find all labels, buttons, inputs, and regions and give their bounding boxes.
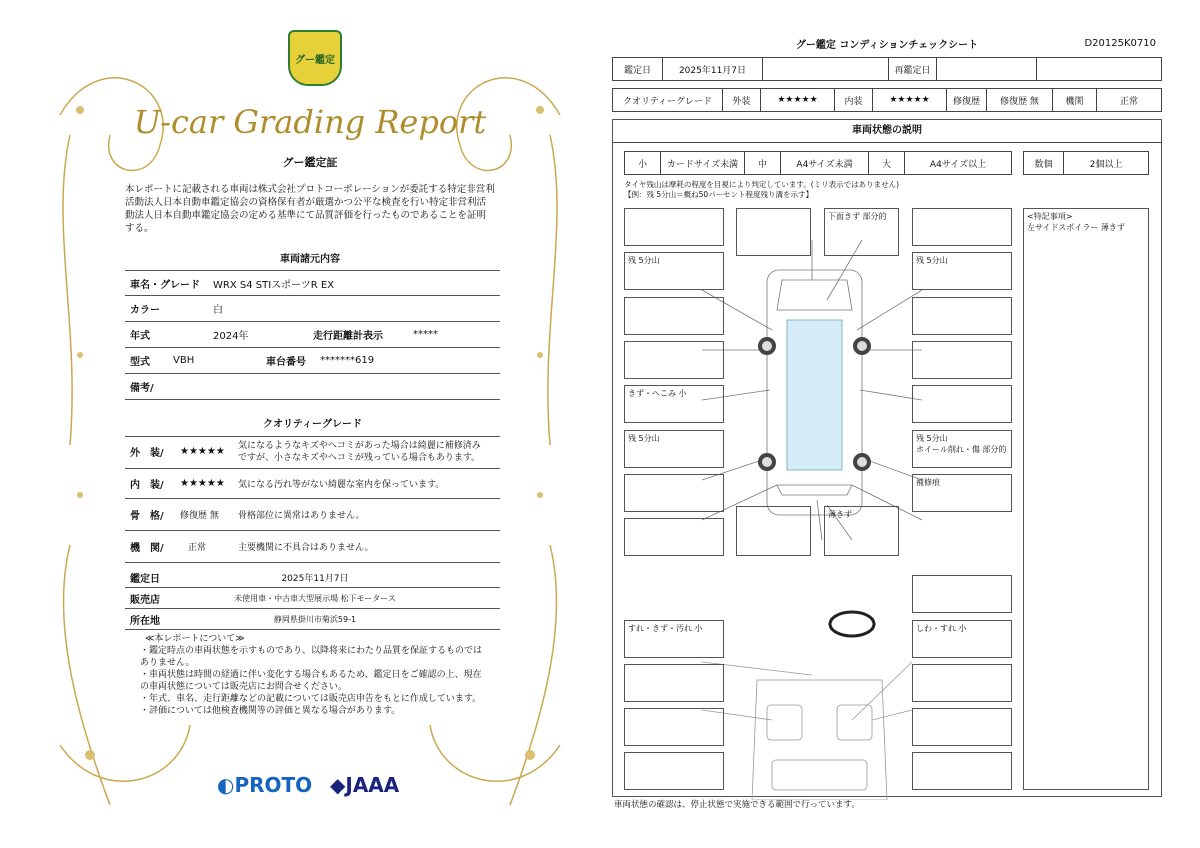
note-box [912, 664, 1012, 702]
notice-item: ・車両状態は時間の経過に伴い変化する場合もあるため、鑑定日をご確認の上、現在の車両状態については販売店にお問合せください。 [140, 670, 482, 692]
note-box-front-top: 下面きず 部分的 [824, 208, 899, 256]
spec-year-value: 2024年 [213, 331, 249, 342]
note-box [912, 575, 1012, 613]
cert-title: グー鑑定証 [282, 156, 338, 169]
tire-note-1: タイヤ残山は摩耗の程度を目視により判定しています。(ミリ表示ではありません) [624, 180, 900, 189]
date-value: 2025年11月7日 [663, 58, 763, 80]
footer-note: 車両状態の確認は、停止状態で実施できる範囲で行っています。 [614, 800, 860, 810]
q-label: クオリティーグレード [613, 89, 723, 111]
quality-desc: ですが、小さなキズやヘコミが残っている場合もあります。 [238, 452, 481, 463]
redate-label: 再鑑定日 [889, 58, 937, 80]
sheet-title: グー鑑定 コンディションチェックシート [795, 40, 979, 51]
note-box [624, 664, 724, 702]
date-value: 2025年11月7日 [281, 573, 349, 584]
steering-wheel-icon [830, 612, 874, 636]
note-box [624, 208, 724, 246]
spec-notes-label: 備考/ [130, 383, 154, 394]
note-box [912, 208, 1012, 246]
special-text: 左サイドスポイラー 薄きず [1027, 223, 1125, 232]
address-label: 所在地 [130, 615, 160, 627]
ext-label: 外装 [723, 89, 761, 111]
repair-label: 修復歴 [947, 89, 987, 111]
date-label: 鑑定日 [613, 58, 663, 80]
condition-check-sheet [612, 30, 1164, 820]
count-legend [1023, 151, 1149, 175]
wheel-note: ホイール削れ・傷 部分的 [916, 445, 1007, 454]
notice-item: ・評価については他検査機関等の評価と異なる場合があります。 [140, 706, 401, 716]
tire-note-2: 【例：残 5分山＝概ね50パーセント程度残り溝を示す】 [624, 190, 814, 199]
jaaa-logo: ◆JAAA [330, 773, 400, 797]
dealer-label: 販売店 [130, 594, 160, 606]
grading-report [40, 25, 580, 835]
note-box [912, 341, 1012, 379]
note-box [912, 708, 1012, 746]
note-box [912, 297, 1012, 335]
note-box-interior-l: すれ・きず・汚れ 小 [624, 620, 724, 658]
dealer-table [125, 567, 500, 630]
spec-table [125, 270, 500, 400]
size-large: 大 [869, 152, 905, 174]
notice-item: ・年式、車名、走行距離などの記載については販売店申告をもとに作成しています。 [140, 694, 482, 704]
address-value: 静岡県掛川市菊浜59-1 [273, 614, 357, 624]
quality-label: 外 装/ [130, 448, 164, 459]
notice-section [140, 633, 490, 717]
jaaa-mark-icon: ◆ [330, 773, 346, 797]
note-box-left-dent: きず・へこみ 小 [624, 385, 724, 423]
quality-desc: 主要機関に不具合はありません。 [238, 543, 374, 553]
quality-row-engine [125, 531, 500, 563]
note-box-rear-bottom: 薄きず [824, 506, 899, 556]
quality-rating: 修復歴 無 [180, 511, 219, 521]
engine-label: 機関 [1053, 89, 1097, 111]
count-label: 数個 [1024, 152, 1064, 174]
engine-value: 正常 [1119, 96, 1138, 107]
note-box [624, 708, 724, 746]
note-box-tire-rr: 残 5分山 ホイール削れ・傷 部分的 [912, 430, 1012, 468]
notice-item: ・鑑定時点の車両状態を示すものであり、以降将来にわたり品質を保証するものではありません。 [140, 646, 483, 668]
spec-color-value: 白 [213, 305, 223, 316]
quality-label: 骨 格/ [130, 511, 164, 522]
spec-chassis-label: 車台番号 [266, 357, 306, 368]
spec-model-label: 型式 [130, 357, 150, 368]
dealer-value: 未使用車・中古車大型展示場 松下モータース [234, 593, 396, 603]
note-box [912, 385, 1012, 423]
proto-mark-icon: ◐ [217, 773, 235, 797]
note-box [624, 474, 724, 512]
special-notes [1023, 208, 1149, 790]
spec-mileage-value: ***** [413, 329, 438, 340]
quality-desc: 気になる汚れ等がない綺麗な室内を保っています。 [238, 480, 445, 490]
spec-color-label: カラー [130, 305, 160, 316]
note-box-repair: 補修痕 [912, 474, 1012, 512]
quality-title: クオリティーグレード [125, 415, 500, 437]
state-title: 車両状態の説明 [612, 119, 1162, 143]
spec-mileage-label: 走行距離計表示 [313, 331, 383, 342]
note-box [624, 752, 724, 790]
spec-name-label: 車名・グレード [130, 279, 200, 291]
size-mid-desc: A4サイズ未満 [781, 152, 869, 174]
size-mid: 中 [745, 152, 781, 174]
note-box [624, 518, 724, 556]
note-box-tire-fl: 残 5分山 [624, 252, 724, 290]
quality-label: 内 装/ [130, 480, 164, 491]
quality-rating: ★★★★★ [180, 478, 225, 489]
spec-year-label: 年式 [130, 331, 150, 342]
report-title: U-car Grading Report [133, 103, 487, 141]
count-value: 2個以上 [1089, 159, 1123, 170]
date-row [612, 57, 1162, 81]
spec-model-value: VBH [173, 355, 195, 366]
size-large-desc: A4サイズ以上 [929, 159, 987, 170]
sheet-id: D20125K0710 [1084, 38, 1156, 49]
note-box-tire-fr: 残 5分山 [912, 252, 1012, 290]
spec-title: 車両諸元内容 [280, 254, 340, 265]
size-legend [624, 151, 1012, 175]
int-value: ★★★★★ [873, 89, 947, 111]
goo-badge: グー鑑定 [288, 30, 342, 86]
size-small-desc: カードサイズ未満 [661, 152, 745, 174]
intro-text: 本レポートに記載される車両は株式会社プロトコーポレーションが委託する特定非営利活動法人日本自動車鑑定協会の資格保有者が厳選かつ公平な検査を行い特定非営利活動法人日本自動車鑑定協会の定める基準にて品質評価を行ったものであることを証明する。 [125, 184, 495, 234]
note-box [912, 752, 1012, 790]
quality-rating: 正常 [188, 543, 207, 553]
ext-value: ★★★★★ [761, 89, 835, 111]
quality-row-exterior [125, 435, 500, 469]
quality-desc: 気になるようなキズやヘコミがあった場合は綺麗に補修済み [238, 440, 481, 451]
quality-desc: 骨格部位に異常はありません。 [238, 511, 365, 521]
spec-name-value: WRX S4 STIスポーツR EX [213, 279, 335, 291]
note-box-interior-r: しわ・すれ 小 [912, 620, 1012, 658]
note-box [736, 208, 811, 256]
note-box [624, 297, 724, 335]
notice-title: ≪本レポートについて≫ [145, 634, 245, 644]
note-box [736, 506, 811, 556]
quality-rating: ★★★★★ [180, 446, 225, 457]
repair-value: 修復歴 無 [987, 89, 1053, 111]
spec-chassis-value: *******619 [320, 355, 375, 366]
size-small: 小 [625, 152, 661, 174]
quality-label: 機 関/ [130, 543, 164, 554]
special-title: <特記事項> [1027, 212, 1073, 221]
quality-table [125, 435, 500, 563]
quality-row-interior [125, 469, 500, 499]
note-box-tire-rl: 残 5分山 [624, 430, 724, 468]
date-label: 鑑定日 [130, 573, 160, 585]
note-box [624, 341, 724, 379]
int-label: 内装 [835, 89, 873, 111]
quality-row-frame [125, 499, 500, 531]
proto-logo: ◐PROTO [217, 773, 313, 797]
quality-row [612, 88, 1162, 112]
